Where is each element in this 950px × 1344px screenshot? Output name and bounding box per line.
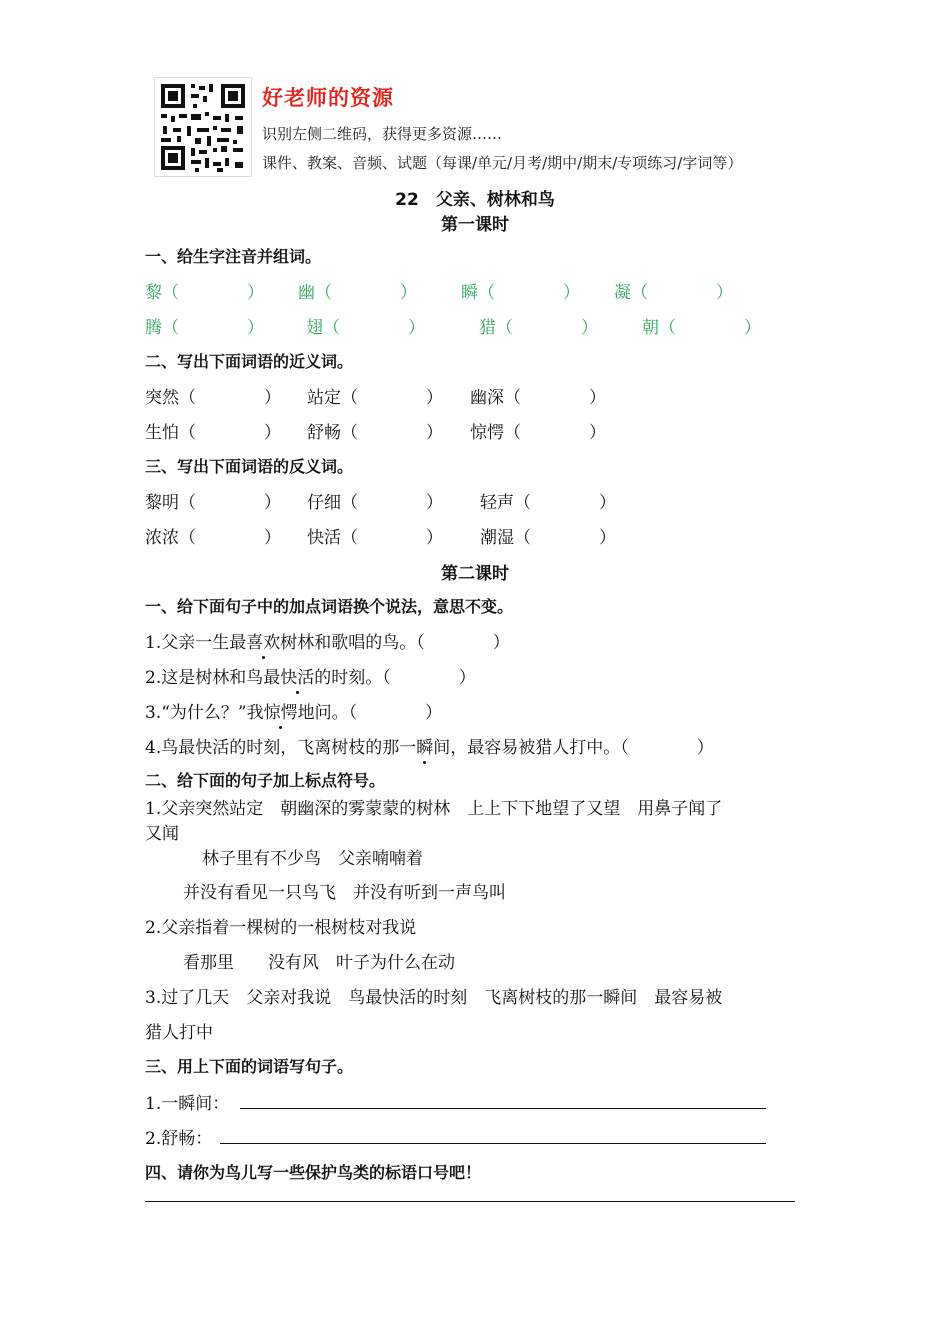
punct-para-1a: 1.父亲突然站定 朝幽深的雾蒙蒙的树林 上上下下地望了又望 用鼻子闻了	[145, 799, 723, 819]
promo-line-1: 识别左侧二维码，获得更多资源……	[262, 125, 503, 143]
char-item: 凝（ ）	[614, 283, 733, 303]
sentence-4: 4.鸟最快活的时刻，飞离树枝的那一瞬间，最容易被猎人打中。（ ）	[145, 733, 714, 758]
punct-para-1b: 又闻	[145, 824, 179, 844]
dotted-word: 喜欢	[246, 628, 280, 653]
char-item: 腾（ ）	[145, 318, 264, 338]
word-item: 浓浓（ ）	[145, 528, 281, 548]
char-item: 幽（ ）	[298, 283, 417, 303]
l2-q1-heading: 一、给下面句子中的加点词语换个说法，意思不变。	[145, 597, 514, 616]
word-item: 黎明（ ）	[145, 493, 281, 513]
sentence-prompt-1: 1.一瞬间：	[145, 1094, 230, 1114]
word-item: 潮湿（ ）	[480, 528, 616, 548]
answer-line[interactable]	[220, 1143, 766, 1144]
qr-code-image	[154, 77, 252, 177]
sentence-1: 1.父亲一生最喜欢树林和歌唱的鸟。（ ）	[145, 628, 510, 653]
punct-para-1d: 并没有看见一只鸟飞 并没有听到一声鸟叫	[183, 883, 506, 903]
answer-line[interactable]	[145, 1201, 795, 1202]
lesson2-title: 第二课时	[441, 564, 509, 584]
word-item: 快活（ ）	[307, 528, 443, 548]
word-item: 幽深（ ）	[470, 388, 606, 408]
promo-line-2: 课件、教案、音频、试题（每课/单元/月考/期中/期末/专项练习/字词等）	[262, 154, 743, 172]
qr-code-icon	[155, 78, 251, 176]
word-item: 仔细（ ）	[307, 493, 443, 513]
word-item: 惊愕（ ）	[470, 423, 606, 443]
word-item: 突然（ ）	[145, 388, 281, 408]
sentence-prompt-2: 2.舒畅：	[145, 1129, 213, 1149]
l1-q2-heading: 二、写出下面词语的近义词。	[145, 352, 354, 371]
word-item: 舒畅（ ）	[307, 423, 443, 443]
l1-q1-heading: 一、给生字注音并组词。	[145, 247, 322, 266]
l2-q2-heading: 二、给下面的句子加上标点符号。	[145, 771, 386, 790]
punct-para-1c: 林子里有不少鸟 父亲喃喃着	[202, 849, 423, 869]
brand-title: 好老师的资源	[262, 86, 394, 110]
l1-q3-heading: 三、写出下面词语的反义词。	[145, 457, 354, 476]
lesson-title: 22 父亲、树林和鸟	[395, 190, 555, 210]
char-item: 黎（ ）	[145, 283, 264, 303]
char-item: 瞬（ ）	[461, 283, 580, 303]
char-item: 猎（ ）	[479, 318, 598, 338]
word-item: 轻声（ ）	[480, 493, 616, 513]
dotted-word: 快活	[280, 663, 314, 688]
char-item: 朝（ ）	[642, 318, 761, 338]
sentence-3: 3.“为什么？”我惊愕地问。（ ）	[145, 698, 442, 723]
dotted-word: 惊愕	[264, 698, 298, 723]
dotted-word: 一瞬间	[399, 733, 450, 758]
punct-para-2a: 2.父亲指着一棵树的一根树枝对我说	[145, 918, 417, 938]
l2-q4-heading: 四、请你为鸟儿写一些保护鸟类的标语口号吧！	[145, 1163, 482, 1182]
char-item: 翅（ ）	[306, 318, 425, 338]
punct-para-2b: 看那里 没有风 叶子为什么在动	[183, 953, 455, 973]
sentence-2: 2.这是树林和鸟最快活的时刻。（ ）	[145, 663, 476, 688]
answer-line[interactable]	[240, 1108, 766, 1109]
word-item: 站定（ ）	[307, 388, 443, 408]
punct-para-3b: 猎人打中	[145, 1023, 213, 1043]
lesson1-title: 第一课时	[441, 215, 509, 235]
punct-para-3a: 3.过了几天 父亲对我说 鸟最快活的时刻 飞离树枝的那一瞬间 最容易被	[145, 988, 723, 1008]
word-item: 生怕（ ）	[145, 423, 281, 443]
l2-q3-heading: 三、用上下面的词语写句子。	[145, 1057, 354, 1076]
